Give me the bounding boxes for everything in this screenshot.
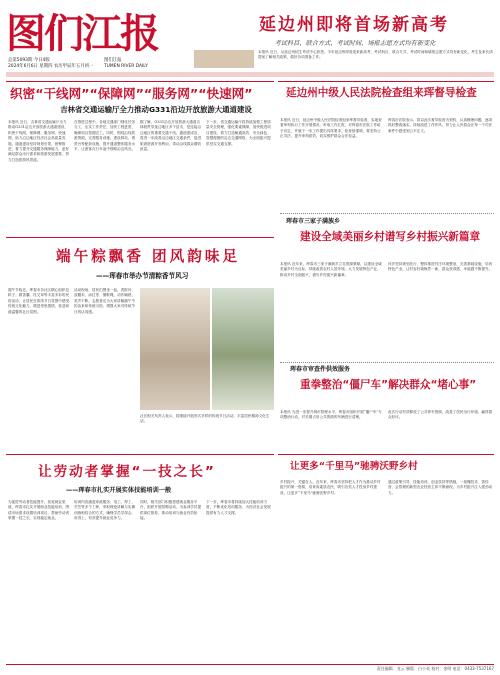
dragon-boat-photo-2 [212,288,274,410]
skill-col-3: 同时，相关部门积极搭建就业服务平台，组织开展招聘活动，为参训学员提供岗位推荐，推动培训与就业有效衔接。 [140,500,202,521]
skill-subtitle: ——珲春市扎实开展实体技能培训一般 [66,487,172,494]
skill-col-4: 下一步，珲春市将持续加大技能培训力度，不断优化培训服务，为经济社会发展提供有力人才支撑。 [206,500,271,515]
right-story-1-title: 延边州中级人民法院检查组来珲督导检查 [286,87,477,99]
issue-info [8,58,98,70]
lead-title: 织密“干线网”“保障网”“服务网”“快速网” [10,86,253,101]
right-story-3-title: 重拳整治“僵尸车”解决群众“堵心事” [300,379,477,391]
lead-col-4: 下一步，省交通运输厅将持续加强工程质量安全管理，强化要素保障，加快推进项目建设，着力打造畅通高效、安全绿色、智慧便捷的沿边交通网络，为全面振兴提供坚实交通支撑。 [206,120,271,146]
dragon-boat-photo-1 [140,288,210,410]
lead-col-2: 在推进过程中，各地交通部门细化任务分工，压实工作责任，加快工程进度，确保项目按期完工。同时，围绕沿线旅游资源，完善服务设施，建设驿站、观景台等配套设施，提升通道整体服务水平，让游客在行车途中领略沿边风光。 [74,120,136,152]
skill-col-1: 为促进劳动者技能提升，拓宽就业渠道，珲春市扎实开展职业技能培训，围绕市场需求设置培训项目，帮助劳动者掌握一技之长，实现稳定就业。 [8,500,70,521]
date-line: 2024年6月6日 星期四 农历甲辰年五月初一 [8,64,94,69]
right-story-3-body-a: 本报讯 为进一步提升城市管理水平，珲春市组织开展“僵尸车”专项整治行动，对长期占用公共资源的车辆进行清理。 [280,410,382,420]
dragon-boat-col-2: 活动现场，居民们围坐一起，洗粽叶、放糯米、添红枣、捆粽绳，动作娴熟，笑声不断。志愿者还为大家讲解端午节的由来和传统习俗，增强大家对传统节日的认同感。 [74,288,136,314]
masthead-title: 图们江报 [6,11,158,57]
lead-col-3: 据了解，G331沿边开放旅游大通道吉林段贯穿延边地区多个县市，是连接沿边地区的重要交通干线。通道建成后，将进一步改善沿边地区交通条件，促进旅游资源开发利用，带动沿线群众增收致富。 [140,120,202,152]
right-story-4-body-a: 乡村振兴，关键在人。近年来，珲春市坚持把人才作为推动乡村振兴的第一资源，培育高素质农民，吸引各类人才投身乡村建设，让更多“千里马”驰骋沃野乡村。 [280,480,381,495]
brand-en: TUMEN RIVER DAILY [104,64,148,69]
dragon-boat-col-3: 社区相关负责人表示，将继续开展形式多样的传统节日活动，丰富居民精神文化生活。 [140,414,270,424]
lead-subtitle: 吉林省交通运输厅全力推动G331沿边开放旅游大通道建设 [60,105,252,114]
right-story-1-body-b: 珲春市法院表示，将以此次督导检查为契机，认真梳理问题，逐项抓好整改落实，持续改进工作作风，努力让人民群众在每一个司法案件中感受到公平正义。 [388,118,493,133]
right-story-4-body-b: 通过政策引导、技能培训、创业扶持等措施，一批懂技术、善经营、会管理的新型农业经营主体不断涌现，为乡村振兴注入强劲动力。 [388,480,493,495]
top-banner-title: 延边州即将首场新高考 [259,15,449,35]
right-story-3-body-b: 此次行动有效释放了公共停车资源，改善了居民出行环境，赢得群众好评。 [388,410,493,420]
dragon-boat-col-1: 端午节临近，珲春市各社区精心组织包粽子、做香囊、挂艾草等丰富多彩的民俗活动，让居民在浓浓节日氛围中感受传统文化魅力，增进邻里感情，营造和谐温馨的社区氛围。 [8,288,70,314]
banner-photo [194,50,254,68]
brand-info [104,58,190,70]
right-story-4-title: 让更多“千里马”驰骋沃野乡村 [290,461,418,472]
dragon-boat-subtitle: ——珲春市举办节清粽香节风习 [96,272,189,280]
masthead-strip [6,72,494,77]
skill-title: 让劳动者掌握“一技之长” [38,464,216,480]
dragon-boat-title: 端午粽飘香 团风韵味足 [56,248,241,265]
skill-col-2: 培训内容涵盖家政服务、电工、焊工、烹饪等多个工种，采取理论讲解与实操训练相结合的方式，确保学员学得会、用得上，有效提升就业竞争力。 [74,500,136,521]
right-story-2-body-a: 本报讯 近年来，珲春市三家子满族乡立足资源禀赋，以建设全域美丽乡村为目标，持续改善农村人居环境，大力发展特色产业，推动乡村全面振兴，谱写乡村振兴新篇章。 [280,262,382,277]
right-story-2-body-b: 该乡坚持规划先行，整体推进村庄环境整治，完善基础设施，培育特色产业，让村容村貌焕然一新，群众获得感、幸福感不断提升。 [388,262,493,272]
issue-line: 总第5093期 今日4版 [8,58,50,63]
masthead-logo [6,4,178,64]
right-story-3-kicker: 珲春市审查件供效服务 [290,366,351,373]
right-story-1-body-a: 本报讯 近日，延边州中级人民法院检查组来珲督导检查，实地查看审判执行工作开展情况，听取工作汇报，对珲春市法院工作给予肯定，并就下一步工作提出具体要求。检查组强调，要坚持公正司法，提升审判质效，切实维护群众合法权益。 [280,118,382,139]
lead-col-1: 本报讯 近日，吉林省交通运输厅全力推动G331沿边开放旅游大通道建设，织密干线网、保障网、服务网、快速网，助力沿边地区经济社会高质量发展。通道建设坚持规划引领，统筹推进，着力提升交通服务保障能力，更好满足群众出行需求和旅游发展需要，努力打造旅游风景道。 [8,120,70,162]
right-story-2-kicker: 珲春市三家子满族乡 [286,218,341,225]
brand-cn: 图们江报 [104,58,122,63]
right-story-2-title: 建设全域美丽乡村谱写乡村振兴新篇章 [300,231,481,243]
banner-body: 本报讯 近日，从延边州招生考试中心获悉，今年延边州即将迎来新高考，考试科目、联合方式、考试时间和填报志愿方式均有新变化，考生及家长请提前了解相关政策，做好各项准备工作。 [258,50,493,60]
top-banner-subtitle: 考试科目、联合方式、考试时间、场报志愿方式均有新变化 [274,40,436,47]
footer-credits: 责任编辑：龙云 制版：白小英 校对：金明 电话：0433-7537167 [376,666,494,671]
